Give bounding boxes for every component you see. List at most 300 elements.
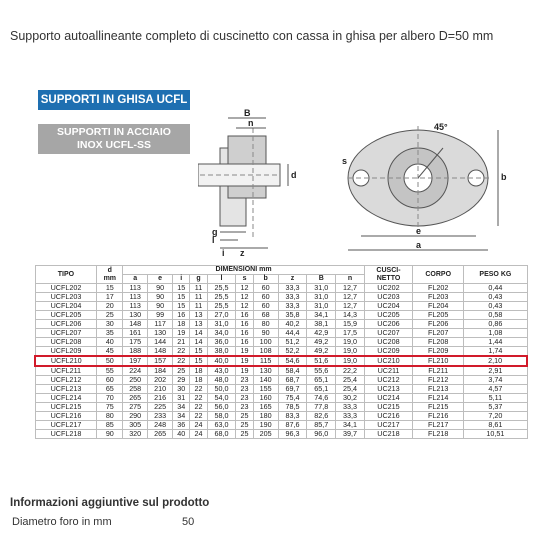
table-cell: UCFL215 [35,403,97,412]
table-cell: 82,6 [307,412,336,421]
table-cell: 250 [123,376,148,385]
table-cell: 0,43 [464,293,527,302]
table-cell: 16 [236,311,253,320]
table-cell: 12,7 [336,302,365,311]
table-cell: 65,1 [307,385,336,394]
table-cell: FL212 [413,376,464,385]
table-cell: 68 [253,311,278,320]
table-cell: FL203 [413,293,464,302]
table-cell: 35 [97,329,123,338]
table-cell: UC206 [364,320,412,329]
table-cell: 18 [190,376,207,385]
table-cell: 25,4 [336,376,365,385]
table-cell: 15 [173,293,190,302]
label-d: d [291,170,297,180]
table-cell: 23 [236,376,253,385]
table-cell: FL213 [413,385,464,394]
col-dim-n: n [336,275,365,284]
table-cell: 40,0 [207,356,236,366]
category-tag-stainless-line1: SUPPORTI IN ACCIAIO [57,126,171,138]
table-cell: 144 [148,338,173,347]
table-cell: UC213 [364,385,412,394]
label-e: e [416,226,422,236]
table-cell: 0,44 [464,284,527,293]
table-cell: FL211 [413,366,464,376]
table-cell: 0,58 [464,311,527,320]
table-cell: 25 [97,311,123,320]
table-cell: 12,7 [336,284,365,293]
table-cell: UCFL206 [35,320,97,329]
label-angle: 45° [434,122,448,132]
table-cell: 1,74 [464,347,527,357]
label-i: i [222,248,225,258]
table-cell: 11 [190,284,207,293]
table-cell: 68,7 [278,376,307,385]
table-cell: 13 [190,311,207,320]
table-cell: 113 [123,293,148,302]
table-body [35,284,527,439]
table-cell: 65,1 [307,376,336,385]
table-cell: 35,8 [278,311,307,320]
table-cell: 17,5 [336,329,365,338]
dimensions-table [34,265,528,439]
table-cell: FL214 [413,394,464,403]
table-cell: UC204 [364,302,412,311]
label-z: z [240,248,245,258]
table-cell: 190 [253,421,278,430]
table-cell: 77,8 [307,403,336,412]
table-cell: 117 [148,320,173,329]
table-cell: UC209 [364,347,412,357]
table-cell: 20 [97,302,123,311]
table-cell: 74,6 [307,394,336,403]
col-tipo: TIPO [35,266,97,284]
table-cell: UC217 [364,421,412,430]
table-cell: 140 [253,376,278,385]
label-B: B [244,108,251,118]
table-cell: FL209 [413,347,464,357]
table-cell: 2,91 [464,366,527,376]
table-cell: UCFL209 [35,347,97,357]
table-cell: UC212 [364,376,412,385]
table-cell: 33,3 [336,412,365,421]
table-cell: 25 [236,412,253,421]
table-cell: 83,3 [278,412,307,421]
table-cell: 7,20 [464,412,527,421]
table-cell: 13 [190,320,207,329]
table-cell: UC214 [364,394,412,403]
table-cell: 224 [123,366,148,376]
table-cell: 15 [97,284,123,293]
table-cell: 34,1 [307,311,336,320]
table-cell: 148 [123,320,148,329]
table-cell: 78,5 [278,403,307,412]
col-cuscinetto-line1: CUSCI- [376,266,401,274]
table-cell: 90 [148,293,173,302]
table-cell: 25,5 [207,284,236,293]
table-cell: 52,2 [278,347,307,357]
table-cell: 157 [148,356,173,366]
table-cell: UC215 [364,403,412,412]
table-cell: UC210 [364,356,412,366]
table-cell: UCFL216 [35,412,97,421]
table-cell: 113 [123,284,148,293]
table-cell: 18 [190,366,207,376]
table-cell: 5,37 [464,403,527,412]
table-cell: 11 [190,293,207,302]
table-cell: 265 [148,430,173,439]
category-tag-stainless [38,124,190,154]
table-cell: 54,0 [207,394,236,403]
table-cell: 23 [236,385,253,394]
table-row [35,430,527,439]
table-cell: 85 [97,421,123,430]
label-a: a [416,240,422,250]
table-cell: 19,0 [336,338,365,347]
table-cell: UCFL213 [35,385,97,394]
table-cell: 34 [173,412,190,421]
table-cell: 50,0 [207,385,236,394]
table-cell: FL204 [413,302,464,311]
info-section-title: Informazioni aggiuntive sul prodotto [10,497,210,509]
table-cell: 320 [123,430,148,439]
table-cell: UCFL210 [35,356,97,366]
table-cell: 90 [253,329,278,338]
table-cell: 14 [190,338,207,347]
table-cell: 130 [123,311,148,320]
table-cell: 48,0 [207,376,236,385]
table-cell: 24 [190,430,207,439]
table-cell: 31,0 [307,302,336,311]
col-peso: PESO KG [464,266,527,284]
table-cell: 265 [123,394,148,403]
table-cell: 210 [148,385,173,394]
table-cell: 43,0 [207,366,236,376]
table-cell: 34,0 [207,329,236,338]
table-cell: 65 [97,385,123,394]
table-cell: FL206 [413,320,464,329]
table-cell: 202 [148,376,173,385]
table-cell: 75 [97,403,123,412]
table-cell: 27,0 [207,311,236,320]
label-l: l [212,235,215,245]
table-cell: FL207 [413,329,464,338]
table-cell: 11 [190,302,207,311]
table-cell: UCFL208 [35,338,97,347]
table-cell: 2,10 [464,356,527,366]
table-cell: 49,2 [307,338,336,347]
col-dim-g: g [190,275,207,284]
table-cell: 25,4 [336,385,365,394]
label-g: g [212,227,218,237]
table-cell: 45 [97,347,123,357]
table-cell: 275 [123,403,148,412]
table-cell: 60 [253,293,278,302]
info-bore-value: 50 [182,516,195,528]
table-cell: 216 [148,394,173,403]
table-cell: UC203 [364,293,412,302]
table-cell: 15 [173,284,190,293]
table-cell: 25,5 [207,293,236,302]
table-cell: 19 [236,347,253,357]
table-cell: 16 [173,311,190,320]
table-row [35,347,527,357]
table-cell: UC207 [364,329,412,338]
table-cell: 14,3 [336,311,365,320]
table-cell: 19,0 [336,356,365,366]
table-cell: UCFL207 [35,329,97,338]
table-cell: 22,2 [336,366,365,376]
table-cell: 15 [190,347,207,357]
table-cell: 33,3 [278,293,307,302]
table-cell: 1,44 [464,338,527,347]
table-cell: 155 [253,385,278,394]
col-d [97,266,123,284]
table-cell: 165 [253,403,278,412]
table-cell: 44,4 [278,329,307,338]
table-cell: 33,3 [336,403,365,412]
table-cell: 50 [97,356,123,366]
table-cell: 23 [236,394,253,403]
table-cell: 22 [190,403,207,412]
table-cell: 30 [173,385,190,394]
table-cell: 22 [190,412,207,421]
table-cell: FL217 [413,421,464,430]
table-cell: 87,6 [278,421,307,430]
table-cell: 40 [97,338,123,347]
category-tag-stainless-line2: INOX UCFL-SS [76,139,152,151]
table-cell: 60 [253,284,278,293]
table-cell: 188 [123,347,148,357]
info-bore-label: Diametro foro in mm [12,516,112,528]
table-cell: 85,7 [307,421,336,430]
col-dim-B: B [307,275,336,284]
table-cell: 60 [253,302,278,311]
table-cell: 19 [173,329,190,338]
table-cell: FL205 [413,311,464,320]
table-cell: UCFL212 [35,376,97,385]
technical-drawing [198,108,508,258]
table-cell: UC205 [364,311,412,320]
table-cell: 58,0 [207,412,236,421]
col-cuscinetto-line2: NETTO [376,274,401,282]
col-cuscinetto [364,266,412,284]
table-cell: UC211 [364,366,412,376]
table-cell: 197 [123,356,148,366]
table-cell: 36 [173,421,190,430]
col-dim-i: i [173,275,190,284]
table-cell: 80 [97,412,123,421]
table-cell: 15 [173,302,190,311]
table-cell: 3,74 [464,376,527,385]
table-cell: 60 [97,376,123,385]
table-cell: 130 [148,329,173,338]
table-cell: 70 [97,394,123,403]
table-cell: UCFL202 [35,284,97,293]
table-cell: 33,3 [278,284,307,293]
table-cell: FL208 [413,338,464,347]
table-cell: 31,0 [307,293,336,302]
table-cell: 0,43 [464,302,527,311]
table-cell: 56,0 [207,403,236,412]
table-cell: UC218 [364,430,412,439]
table-cell: 180 [253,412,278,421]
table-cell: 36,0 [207,338,236,347]
table-cell: 25 [236,421,253,430]
table-cell: 16 [236,329,253,338]
table-cell: 25 [173,366,190,376]
table-cell: 25,5 [207,302,236,311]
table-cell: 113 [123,302,148,311]
table-cell: 22 [190,385,207,394]
table-cell: 96,0 [307,430,336,439]
table-cell: UCFL217 [35,421,97,430]
table-cell: 12 [236,284,253,293]
table-cell: 14 [190,329,207,338]
table-cell: 38,1 [307,320,336,329]
table-cell: 5,11 [464,394,527,403]
col-dim-e: e [148,275,173,284]
table-cell: 19 [236,366,253,376]
table-cell: 31 [173,394,190,403]
table-cell: 12,7 [336,293,365,302]
table-cell: 49,2 [307,347,336,357]
table-cell: 19 [236,356,253,366]
col-corpo: CORPO [413,266,464,284]
table-cell: 160 [253,394,278,403]
table-cell: 90 [148,302,173,311]
table-cell: 305 [123,421,148,430]
table-cell: 100 [253,338,278,347]
table-cell: 248 [148,421,173,430]
table-cell: 54,6 [278,356,307,366]
table-cell: 205 [253,430,278,439]
table-cell: 148 [148,347,173,357]
table-cell: 38,0 [207,347,236,357]
table-cell: 10,51 [464,430,527,439]
table-cell: 58,4 [278,366,307,376]
table-cell: 96,3 [278,430,307,439]
table-cell: 12 [236,302,253,311]
table-cell: 4,57 [464,385,527,394]
table-cell: 22 [190,394,207,403]
table-cell: 69,7 [278,385,307,394]
table-cell: 30,2 [336,394,365,403]
table-cell: 42,9 [307,329,336,338]
table-cell: 34,1 [336,421,365,430]
table-cell: 55,6 [307,366,336,376]
table-cell: 68,0 [207,430,236,439]
col-dim-a: a [123,275,148,284]
table-cell: UC208 [364,338,412,347]
col-dim-z: z [278,275,307,284]
table-cell: 22 [173,347,190,357]
table-cell: FL215 [413,403,464,412]
table-cell: UC216 [364,412,412,421]
table-cell: 0,86 [464,320,527,329]
table-cell: 19,0 [336,347,365,357]
table-cell: 39,7 [336,430,365,439]
table-header-row [35,266,527,275]
table-cell: 17 [97,293,123,302]
table-cell: 16 [236,338,253,347]
col-d-label: d [107,266,112,274]
table-cell: 233 [148,412,173,421]
col-dim-s: s [236,275,253,284]
table-cell: 108 [253,347,278,357]
table-cell: 63,0 [207,421,236,430]
table-cell: 21 [173,338,190,347]
table-cell: FL202 [413,284,464,293]
table-cell: 115 [253,356,278,366]
table-cell: 22 [173,356,190,366]
col-dim-l: l [207,275,236,284]
label-s: s [342,156,348,166]
table-cell: 40 [173,430,190,439]
label-n: n [248,118,254,128]
table-cell: 24 [190,421,207,430]
table-cell: 31,0 [307,284,336,293]
table-cell: UCFL204 [35,302,97,311]
table-cell: UC202 [364,284,412,293]
table-cell: UCFL218 [35,430,97,439]
page-title: Supporto autoallineante completo di cuscinetto con cassa in ghisa per albero D=50 mm [10,29,494,43]
table-cell: FL218 [413,430,464,439]
table-cell: 23 [236,403,253,412]
table-cell: 34 [173,403,190,412]
table-cell: UCFL211 [35,366,97,376]
table-cell: UCFL205 [35,311,97,320]
table-cell: 55 [97,366,123,376]
table-cell: 225 [148,403,173,412]
table-cell: 12 [236,293,253,302]
table-cell: 99 [148,311,173,320]
table-cell: UCFL214 [35,394,97,403]
table-cell: 16 [236,320,253,329]
table-cell: 40,2 [278,320,307,329]
table-cell: 29 [173,376,190,385]
table-cell: 31,0 [207,320,236,329]
table-row [35,356,527,366]
table-cell: 18 [173,320,190,329]
table-cell: FL210 [413,356,464,366]
table-cell: 15 [190,356,207,366]
table-cell: 130 [253,366,278,376]
col-dim-b: b [253,275,278,284]
category-tag-cast-iron: SUPPORTI IN GHISA UCFL [38,90,190,110]
table-cell: 90 [97,430,123,439]
table-cell: 30 [97,320,123,329]
table-cell: 15,9 [336,320,365,329]
table-cell: 1,08 [464,329,527,338]
table-cell: 258 [123,385,148,394]
table-cell: 51,2 [278,338,307,347]
table-cell: 80 [253,320,278,329]
table-cell: 75,4 [278,394,307,403]
table-cell: 25 [236,430,253,439]
label-b: b [501,172,507,182]
table-cell: 90 [148,284,173,293]
col-d-unit: mm [103,274,117,282]
table-cell: FL216 [413,412,464,421]
table-cell: 290 [123,412,148,421]
table-cell: 161 [123,329,148,338]
table-cell: 51,6 [307,356,336,366]
table-cell: 175 [123,338,148,347]
table-cell: 184 [148,366,173,376]
table-cell: 8,61 [464,421,527,430]
table-cell: 33,3 [278,302,307,311]
